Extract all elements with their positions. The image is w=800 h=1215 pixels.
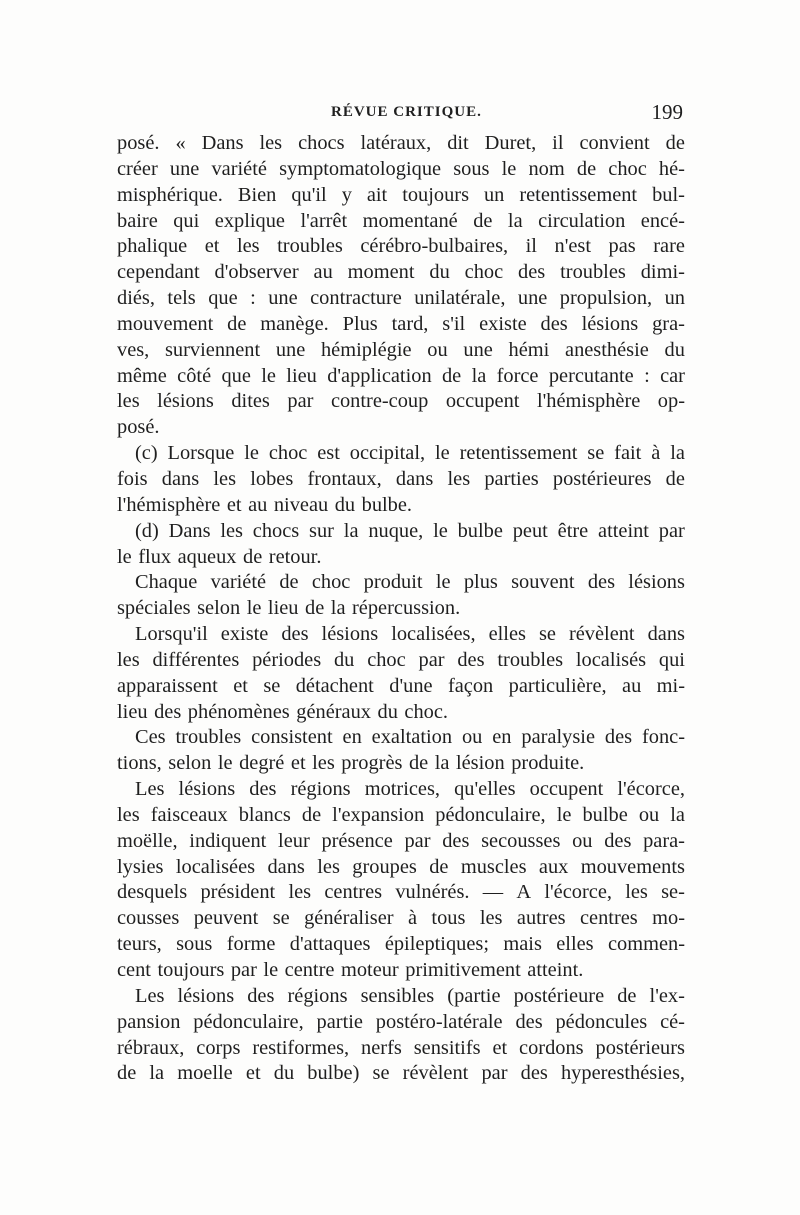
text-line: cousses peuvent se généraliser à tous les autres centres mo- [117, 907, 685, 930]
text-line: tions, selon le degré et les progrès de la lésion produite. [117, 752, 585, 775]
running-title: RÉVUE CRITIQUE. [331, 104, 482, 120]
text-line: l'hémisphère et au niveau du bulbe. [117, 493, 413, 516]
text-line: ves, surviennent une hémiplégie ou une hémi anesthésie du [117, 338, 685, 361]
text-line: rébraux, corps restiformes, nerfs sensitifs et cordons postérieurs [117, 1036, 685, 1059]
text-line: spéciales selon le lieu de la répercussion. [117, 597, 461, 620]
text-line: Ces troubles consistent en exaltation ou en paralysie des fonc- [135, 726, 685, 749]
body-text [117, 131, 685, 1087]
text-line: Les lésions des régions motrices, qu'elles occupent l'écorce, [135, 778, 685, 801]
text-line: le flux aqueux de retour. [117, 545, 322, 568]
text-line: cependant d'observer au moment du choc des troubles dimi- [117, 261, 685, 284]
text-line: apparaissent et se détachent d'une façon particulière, au mi- [117, 674, 685, 697]
text-line: Chaque variété de choc produit le plus souvent des lésions [135, 571, 685, 594]
text-line: (d) Dans les chocs sur la nuque, le bulbe peut être atteint par [135, 519, 685, 542]
text-line: moëlle, indiquent leur présence par des secousses ou des para- [117, 829, 685, 852]
text-line: les faisceaux blancs de l'expansion pédonculaire, le bulbe ou la [117, 803, 685, 826]
text-line: de la moelle et du bulbe) se révèlent par des hyperesthésies, [117, 1062, 685, 1085]
text-line: (c) Lorsque le choc est occipital, le retentissement se fait à la [135, 442, 685, 465]
text-line: créer une variété symptomatologique sous le nom de choc hé- [117, 157, 685, 180]
text-line: Les lésions des régions sensibles (partie postérieure de l'ex- [135, 984, 685, 1007]
text-line: baire qui explique l'arrêt momentané de la circulation encé- [117, 209, 685, 232]
text-line: Lorsqu'il existe des lésions localisées, elles se révèlent dans [135, 623, 685, 646]
page-header [117, 100, 683, 130]
text-line: les différentes périodes du choc par des troubles localisés qui [117, 648, 685, 671]
text-line: teurs, sous forme d'attaques épileptiques; mais elles commen- [117, 933, 685, 956]
text-line: lysies localisées dans les groupes de muscles aux mouvements [117, 855, 685, 878]
text-line: fois dans les lobes frontaux, dans les parties postérieures de [117, 467, 685, 490]
text-line: diés, tels que : une contracture unilatérale, une propulsion, un [117, 287, 685, 310]
text-line: posé. « Dans les chocs latéraux, dit Duret, il convient de [117, 132, 685, 154]
text-line: les lésions dites par contre-coup occupent l'hémisphère op- [117, 390, 685, 413]
text-line: misphérique. Bien qu'il y ait toujours un retentissement bul- [117, 183, 685, 206]
text-line: posé. [117, 416, 160, 439]
text-line: même côté que le lieu d'application de la force percutante : car [117, 364, 685, 387]
text-line: desquels président les centres vulnérés. — A l'écorce, les se- [117, 881, 685, 904]
text-line: pansion pédonculaire, partie postéro-latérale des pédoncules cé- [117, 1010, 685, 1033]
text-line: mouvement de manège. Plus tard, s'il existe des lésions gra- [117, 312, 685, 335]
page-number: 199 [651, 100, 683, 124]
text-line: phalique et les troubles cérébro-bulbaires, il n'est pas rare [117, 235, 685, 258]
text-line: cent toujours par le centre moteur primitivement atteint. [117, 959, 584, 981]
text-line: lieu des phénomènes généraux du choc. [117, 700, 448, 723]
